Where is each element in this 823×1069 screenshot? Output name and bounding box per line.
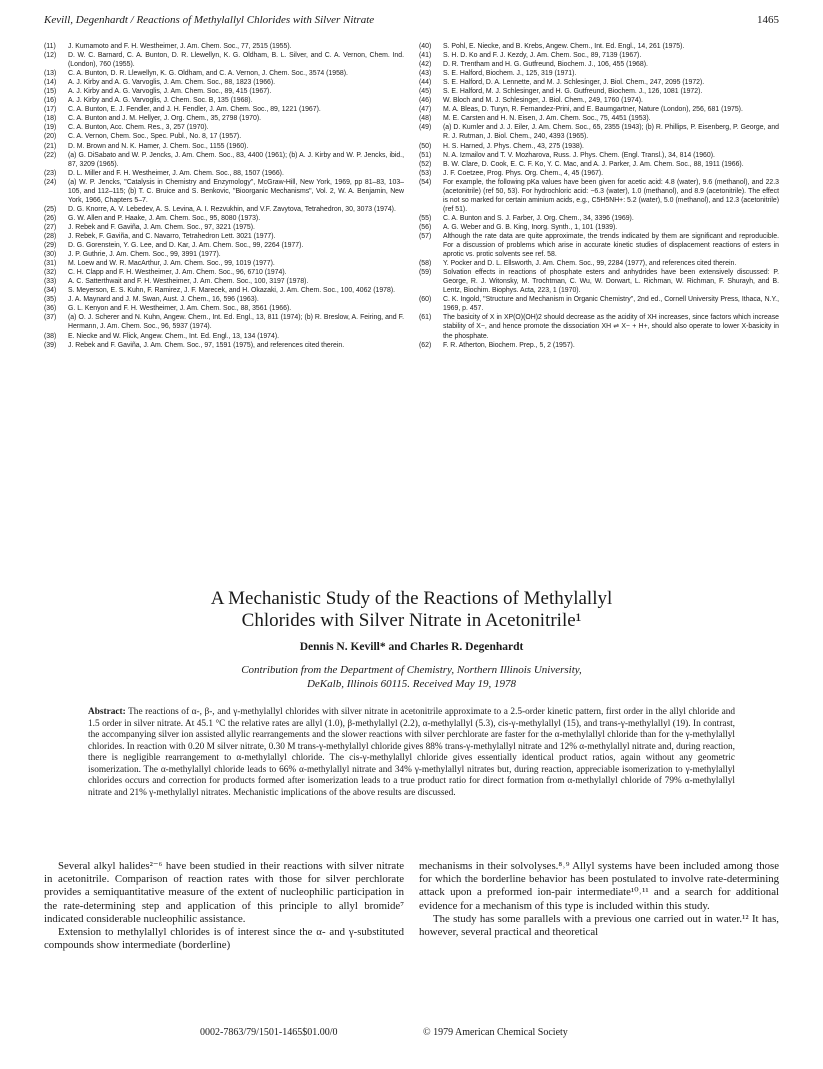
reference-text: C. H. Clapp and F. H. Westheimer, J. Am. Chem. Soc., 96, 6710 (1974). xyxy=(68,269,287,277)
reference-number: (42) xyxy=(419,61,432,69)
reference-text: A. J. Kirby and A. G. Varvoglis, J. Am. Chem. Soc., 89, 415 (1967). xyxy=(68,88,272,96)
reference-text: C. K. Ingold, "Structure and Mechanism in Organic Chemistry", 2nd ed., Cornell University Press, Ithaca, N.Y., 1969, p. 457. xyxy=(443,296,779,313)
reference-text: S. E. Halford, M. J. Schlesinger, and H. G. Gutfreund, Biochem. J., 126, 1081 (1972). xyxy=(443,88,703,96)
affiliation xyxy=(100,664,723,691)
reference-text: J. A. Maynard and J. M. Swan, Aust. J. Chem., 16, 596 (1963). xyxy=(68,296,259,304)
reference-text: (a) O. J. Scherer and N. Kuhn, Angew. Chem., Int. Ed. Engl., 13, 811 (1974); (b) R. Breslow, A. Feiring, and F. Hermann, J. Am. Chem. Soc., 96, 5937 (1974). xyxy=(68,314,404,331)
reference-number: (52) xyxy=(419,160,432,168)
reference-entry xyxy=(419,313,779,340)
reference-number: (45) xyxy=(419,88,432,96)
reference-entry xyxy=(419,123,779,141)
reference-number: (21) xyxy=(44,142,57,150)
reference-entry xyxy=(44,232,404,241)
reference-number: (55) xyxy=(419,214,432,222)
reference-entry xyxy=(419,78,779,87)
reference-entry xyxy=(419,169,779,178)
reference-entry xyxy=(419,114,779,123)
reference-text: (a) W. P. Jencks, "Catalysis in Chemistry and Enzymology", McGraw-Hill, New York, 1969, pp 81–83, 103–105, and 112–115; (b) T. C. Bruice and S. Benkovic, "Bioorganic Mechanisms", Vol. 2, W. A. Benjamin, New York, 1966, Chapters 5–7. xyxy=(68,178,404,204)
reference-text: D. G. Knorre, A. V. Lebedev, A. S. Levina, A. I. Rezvukhin, and V.F. Zavytova, Tetrahedron, 30, 3073 (1974). xyxy=(68,205,396,213)
reference-number: (27) xyxy=(44,223,57,231)
reference-text: S. Meyerson, E. S. Kuhn, F. Ramirez, J. F. Marecek, and H. Okazaki, J. Am. Chem. Soc., 100, 4062 (1978). xyxy=(68,287,396,295)
reference-number: (51) xyxy=(419,151,432,159)
reference-number: (19) xyxy=(44,124,57,132)
reference-number: (50) xyxy=(419,142,432,150)
reference-number: (39) xyxy=(44,341,57,349)
reference-entry xyxy=(44,295,404,304)
reference-number: (18) xyxy=(44,115,57,123)
reference-entry xyxy=(44,268,404,277)
reference-entry xyxy=(419,142,779,151)
reference-text: G. W. Allen and P. Haake, J. Am. Chem. Soc., 95, 8080 (1973). xyxy=(68,214,261,222)
reference-entry xyxy=(44,304,404,313)
reference-entry xyxy=(419,295,779,313)
reference-entry xyxy=(419,60,779,69)
reference-entry xyxy=(44,42,404,51)
reference-entry xyxy=(44,51,404,69)
reference-number: (49) xyxy=(419,124,432,132)
reference-number: (59) xyxy=(419,269,432,277)
references-right-column xyxy=(419,42,779,350)
abstract xyxy=(88,707,735,799)
reference-number: (36) xyxy=(44,305,57,313)
reference-entry xyxy=(419,105,779,114)
reference-text: M. Loew and W. R. MacArthur, J. Am. Chem. Soc., 99, 1019 (1977). xyxy=(68,260,275,268)
reference-number: (58) xyxy=(419,260,432,268)
reference-entry xyxy=(419,341,779,350)
reference-text: H. S. Harned, J. Phys. Chem., 43, 275 (1938). xyxy=(443,142,584,150)
reference-text: J. Kumamoto and F. H. Westheimer, J. Am. Chem. Soc., 77, 2515 (1955). xyxy=(68,43,292,50)
reference-text: M. A. Bleas, D. Turyn, R. Fernandez-Prini, and E. Baumgartner, Nature (London), 256, 681 (1975). xyxy=(443,106,743,114)
references-left-column xyxy=(44,42,404,350)
reference-number: (30) xyxy=(44,251,57,259)
reference-text: For example, the following pKa values have been given for acetic acid: 4.8 (water), 9.6 (methanol), and 22.3 (acetonitrile) (ref 50, 53). For hydrochloric acid: −6.3 (water), 1.0 (methanol), and 8.9 (acetonitrile). The effect is not so marked for certain aminium acids, e.g., C5H5NH+: 5.2 (water), 5.0 (methanol), and 12.3 (acetonitrile) (ref 51). xyxy=(443,178,779,213)
reference-number: (16) xyxy=(44,97,57,105)
reference-number: (17) xyxy=(44,106,57,114)
body-right-column xyxy=(419,860,779,939)
reference-number: (14) xyxy=(44,79,57,87)
affiliation-line-1: Contribution from the Department of Chemistry, Northern Illinois University, xyxy=(241,664,582,676)
reference-text: J. Rebek and F. Gaviña, J. Am. Chem. Soc., 97, 3221 (1975). xyxy=(68,223,255,231)
reference-entry xyxy=(44,178,404,205)
reference-number: (37) xyxy=(44,314,57,322)
reference-number: (25) xyxy=(44,205,57,213)
reference-number: (24) xyxy=(44,178,57,186)
reference-number: (48) xyxy=(419,115,432,123)
reference-number: (31) xyxy=(44,260,57,268)
title-line-2: Chlorides with Silver Nitrate in Acetonitrile¹ xyxy=(241,610,582,631)
reference-entry xyxy=(44,250,404,259)
reference-number: (34) xyxy=(44,287,57,295)
running-title: Kevill, Degenhardt / Reactions of Methylallyl Chlorides with Silver Nitrate xyxy=(44,14,375,26)
reference-text: Solvation effects in reactions of phosphate esters and anhydrides have been extensively discussed: P. George, R. J. Witonsky, M. Trochtman, C. Wu, W. Dorwart, L. Richman, W. Richman, F. Shurayh, and B. Lentz, Biochim. Biophys. Acta, 223, 1 (1970). xyxy=(443,269,779,295)
reference-text: C. A. Bunton and J. M. Hellyer, J. Org. Chem., 35, 2798 (1970). xyxy=(68,115,262,123)
reference-number: (43) xyxy=(419,70,432,78)
reference-text: C. A. Bunton and S. J. Farber, J. Org. Chem., 34, 3396 (1969). xyxy=(443,214,634,222)
reference-text: C. A. Bunton, D. R. Llewellyn, K. G. Oldham, and C. A. Vernon, J. Chem. Soc., 3574 (1958). xyxy=(68,70,348,78)
reference-entry xyxy=(419,69,779,78)
reference-entry xyxy=(44,69,404,78)
reference-entry xyxy=(419,259,779,268)
reference-entry xyxy=(419,268,779,295)
body-left-column xyxy=(44,860,404,952)
reference-entry xyxy=(44,151,404,169)
reference-text: E. Niecke and W. Flick, Angew. Chem., Int. Ed. Engl., 13, 134 (1974). xyxy=(68,332,280,340)
article-code: 0002-7863/79/1501-1465$01.00/0 xyxy=(200,1027,338,1038)
running-header xyxy=(44,14,779,30)
reference-text: A. G. Weber and G. B. King, Inorg. Synth., 1, 101 (1939). xyxy=(443,223,618,231)
reference-text: G. L. Kenyon and F. H. Westheimer, J. Am. Chem. Soc., 88, 3561 (1966). xyxy=(68,305,292,313)
reference-text: A. J. Kirby and A. G. Varvoglis, J. Chem. Soc. B, 135 (1968). xyxy=(68,97,253,105)
reference-text: (a) G. DiSabato and W. P. Jencks, J. Am. Chem. Soc., 83, 4400 (1961); (b) A. J. Kirby and W. P. Jencks, ibid., 87, 3209 (1965). xyxy=(68,151,404,168)
reference-entry xyxy=(44,169,404,178)
reference-number: (11) xyxy=(44,43,56,50)
reference-number: (46) xyxy=(419,97,432,105)
reference-text: S. E. Halford, Biochem. J., 125, 319 (1971). xyxy=(443,70,577,78)
reference-text: (a) D. Kumler and J. J. Eiler, J. Am. Chem. Soc., 65, 2355 (1943); (b) R. Phillips, P. Eisenberg, P. George, and R. J. Rutman, J. Biol. Chem., 240, 4393 (1965). xyxy=(443,124,779,141)
copyright: © 1979 American Chemical Society xyxy=(423,1027,568,1038)
reference-entry xyxy=(419,178,779,214)
reference-text: J. F. Coetzee, Prog. Phys. Org. Chem., 4, 45 (1967). xyxy=(443,169,604,177)
authors: Dennis N. Kevill* and Charles R. Degenhardt xyxy=(299,641,524,653)
reference-number: (20) xyxy=(44,133,57,141)
reference-text: J. Rebek, F. Gaviña, and C. Navarro, Tetrahedron Lett. 3021 (1977). xyxy=(68,232,276,240)
reference-number: (32) xyxy=(44,269,57,277)
reference-entry xyxy=(44,286,404,295)
reference-entry xyxy=(419,87,779,96)
reference-entry xyxy=(44,259,404,268)
reference-number: (60) xyxy=(419,296,432,304)
reference-number: (44) xyxy=(419,79,432,87)
reference-text: A. J. Kirby and A. G. Varvoglis, J. Am. Chem. Soc., 88, 1823 (1966). xyxy=(68,79,276,87)
body-paragraph: Several alkyl halides²⁻⁶ have been studied in their reactions with silver nitrate in acetonitrile. Comparison of reaction rates with those for silver perchlorate provides a semiquantitative measure of the extent of nucleophilic participation in the rate-determining step and application of this principle to allyl bromide⁷ indicated considerable nucleophilic assistance. xyxy=(44,860,404,925)
reference-number: (35) xyxy=(44,296,57,304)
body-paragraph: Extension to methylallyl chlorides is of interest since the α- and γ-substituted compounds show intermediate (borderline) xyxy=(44,926,404,952)
body-paragraph: mechanisms in their solvolyses.⁸˒⁹ Allyl systems have been included among those for which the borderline behavior has been postulated to involve rate-determining attack upon a preformed ion-pair intermediate¹⁰˒¹¹ and a search for additional evidence for a mechanism of this type is included within this study. xyxy=(419,860,779,912)
reference-entry xyxy=(419,96,779,105)
reference-text: Y. Pocker and D. L. Ellsworth, J. Am. Chem. Soc., 99, 2284 (1977), and references cited therein. xyxy=(443,260,737,268)
reference-number: (29) xyxy=(44,242,57,250)
reference-entry xyxy=(44,96,404,105)
reference-number: (54) xyxy=(419,178,432,186)
reference-text: M. E. Carsten and H. N. Eisen, J. Am. Chem. Soc., 75, 4451 (1953). xyxy=(443,115,651,123)
reference-entry xyxy=(419,51,779,60)
body-paragraph: The study has some parallels with a previous one carried out in water.¹² It has, however, several practical and theoretical xyxy=(419,912,779,939)
abstract-text: The reactions of α-, β-, and γ-methylallyl chlorides with silver nitrate in acetonitrile approximate to a 2.5-order kinetic pattern, first order in the allyl chloride and 1.5 order in silver nitrate. At 45.1 °C the relative rates are allyl (1.0), β-methylallyl (2.2), α-methylallyl (5.3), cis-γ-methylallyl (15), and trans-γ-methylallyl (19). In contrast, the accompanying silver ion assisted allylic rearrangements and the slower reactions with silver perchlorate are faster for the α-methylallyl chloride than for the γ-methylallyl chlorides. In reaction with 0.20 M silver nitrate, 0.30 M trans-γ-methylallyl chloride gives 88% trans-γ-methylallyl nitrate and 12% α-methylallyl nitrate and, during reaction, there is negligible rearrangement to α-methylallyl chloride. The cis-γ-methylallyl chloride gives essentially identical product ratios, again without any geometric isomerization. The α-methylallyl chloride leads to 66% α-methylallyl nitrate and 34% γ-methylallyl nitrates but, during reaction, appreciable isomerization to γ-methylallyl chlorides occurs and correction for products formed after isomerization leads to a true product ratio for direct formation from α-methylallyl chloride of 79% α-methylallyl nitrate and 21% γ-methylallyl nitrates. Mechanistic implications of the above results are discussed. xyxy=(88,707,735,798)
reference-number: (53) xyxy=(419,169,432,177)
reference-text: A. C. Satterthwait and F. H. Westheimer, J. Am. Chem. Soc., 100, 3197 (1978). xyxy=(68,278,309,286)
reference-number: (26) xyxy=(44,214,57,222)
reference-text: The basicity of X in XP(O)(OH)2 should decrease as the acidity of XH increases, since factors which increase stability of X−, and hence promote the dissociation XH ⇌ X− + H+, should also operate to lower X-basicity in the phosphate. xyxy=(443,314,779,340)
reference-text: N. A. Izmailov and T. V. Mozharova, Russ. J. Phys. Chem. (Engl. Transl.), 34, 814 (1960). xyxy=(443,151,715,159)
reference-entry xyxy=(44,205,404,214)
reference-entry xyxy=(419,214,779,223)
reference-number: (62) xyxy=(419,341,432,349)
reference-text: S. Pohl, E. Niecke, and B. Krebs, Angew. Chem., Int. Ed. Engl., 14, 261 (1975). xyxy=(443,43,685,50)
reference-number: (33) xyxy=(44,278,57,286)
title-line-1: A Mechanistic Study of the Reactions of Methylallyl xyxy=(210,588,613,609)
reference-text: S. E. Halford, D. A. Lennette, and M. J. Schlesinger, J. Biol. Chem., 247, 2095 (1972). xyxy=(443,79,705,87)
abstract-label: Abstract: xyxy=(88,707,126,717)
page-number: 1465 xyxy=(757,14,779,26)
reference-entry xyxy=(44,132,404,141)
reference-entry xyxy=(44,223,404,232)
reference-text: C. A. Vernon, Chem. Soc., Spec. Publ., No. 8, 17 (1957). xyxy=(68,133,242,141)
reference-number: (56) xyxy=(419,223,432,231)
reference-entry xyxy=(419,151,779,160)
reference-text: Although the rate data are quite approximate, the trends indicated by them are significant and reproducible. For a discussion of problems which arise in accurate kinetic studies of displacement reactions of esters in aprotic vs. protic solvents see ref. 58. xyxy=(443,232,779,259)
reference-text: W. Bloch and M. J. Schlesinger, J. Biol. Chem., 249, 1760 (1974). xyxy=(443,97,643,105)
reference-entry xyxy=(44,341,404,350)
reference-number: (40) xyxy=(419,43,432,50)
reference-number: (41) xyxy=(419,52,432,60)
reference-number: (57) xyxy=(419,232,432,240)
reference-entry xyxy=(44,87,404,96)
reference-number: (38) xyxy=(44,332,57,340)
reference-entry xyxy=(419,232,779,259)
reference-entry xyxy=(419,160,779,169)
reference-text: D. W. C. Barnard, C. A. Bunton, D. R. Llewellyn, K. G. Oldham, B. L. Silver, and C. A. Vernon, Chem. Ind. (London), 760 (1955). xyxy=(68,52,404,69)
reference-text: J. Rebek and F. Gaviña, J. Am. Chem. Soc., 97, 1591 (1975), and references cited therein. xyxy=(68,341,345,349)
reference-text: C. A. Bunton, E. J. Fendler, and J. H. Fendler, J. Am. Chem. Soc., 89, 1221 (1967). xyxy=(68,106,321,114)
reference-text: J. P. Guthrie, J. Am. Chem. Soc., 99, 3991 (1977). xyxy=(68,251,221,259)
reference-number: (13) xyxy=(44,70,57,78)
reference-number: (22) xyxy=(44,151,57,159)
reference-text: B. W. Clare, D. Cook, E. C. F. Ko, Y. C. Mac, and A. J. Parker, J. Am. Chem. Soc., 88, 1911 (1966). xyxy=(443,160,744,168)
article-title xyxy=(100,588,723,632)
reference-entry xyxy=(44,332,404,341)
reference-text: D. M. Brown and N. K. Hamer, J. Chem. Soc., 1155 (1960). xyxy=(68,142,249,150)
reference-text: F. R. Atherton, Biochem. Prep., 5, 2 (1957). xyxy=(443,341,575,349)
reference-text: S. H. D. Ko and F. J. Kezdy, J. Am. Chem. Soc., 89, 7139 (1967). xyxy=(443,52,642,60)
reference-number: (12) xyxy=(44,52,57,60)
reference-number: (23) xyxy=(44,169,57,177)
reference-text: D. R. Trentham and H. G. Gutfreund, Biochem. J., 106, 455 (1968). xyxy=(443,61,648,69)
reference-entry xyxy=(44,78,404,87)
reference-entry xyxy=(44,214,404,223)
reference-text: D. G. Gorenstein, Y. G. Lee, and D. Kar, J. Am. Chem. Soc., 99, 2264 (1977). xyxy=(68,242,304,250)
affiliation-line-2: DeKalb, Illinois 60115. Received May 19, 1978 xyxy=(306,677,517,690)
reference-number: (28) xyxy=(44,232,57,240)
reference-entry xyxy=(44,241,404,250)
reference-entry xyxy=(44,313,404,331)
reference-entry xyxy=(419,223,779,232)
reference-number: (47) xyxy=(419,106,432,114)
reference-entry xyxy=(44,105,404,114)
reference-number: (61) xyxy=(419,314,432,322)
reference-text: D. L. Miller and F. H. Westheimer, J. Am. Chem. Soc., 88, 1507 (1966). xyxy=(68,169,284,177)
reference-entry xyxy=(44,114,404,123)
reference-entry xyxy=(44,123,404,132)
reference-entry xyxy=(44,277,404,286)
reference-number: (15) xyxy=(44,88,57,96)
reference-text: C. A. Bunton, Acc. Chem. Res., 3, 257 (1970). xyxy=(68,124,209,132)
reference-entry xyxy=(419,42,779,51)
reference-entry xyxy=(44,142,404,151)
